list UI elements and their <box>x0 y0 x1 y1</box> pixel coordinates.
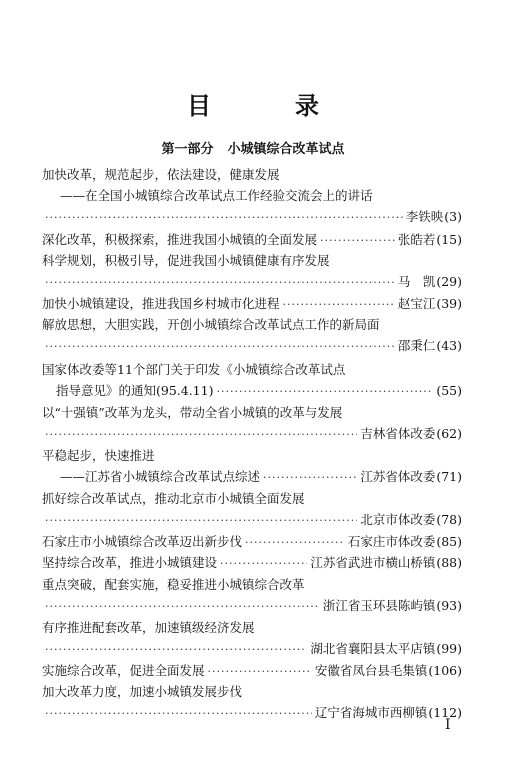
toc-entry <box>42 403 462 423</box>
dot-leader <box>245 532 345 552</box>
toc-entry-author: 江苏省体改委 <box>360 469 436 484</box>
page-title: 目 录 <box>187 92 349 120</box>
toc-entry-page: (99) <box>436 641 462 656</box>
toc-entry-page: (62) <box>436 426 462 441</box>
toc-entry-page: (43) <box>436 338 462 353</box>
toc-entry <box>42 424 462 444</box>
dot-leader <box>208 661 312 681</box>
toc-entry-page: (112) <box>428 705 462 720</box>
toc-entry-author: 江苏省武进市横山桥镇 <box>310 555 436 570</box>
toc-entry-page: (3) <box>444 209 462 224</box>
dot-leader <box>220 553 307 573</box>
toc-entry-title: 坚持综合改革，推进小城镇建设 <box>42 555 218 570</box>
toc-entry-author: 邵秉仁 <box>397 338 436 353</box>
toc-entry <box>42 315 462 335</box>
dot-leader <box>320 230 395 250</box>
page-number: I <box>445 717 451 733</box>
toc-entry <box>42 165 462 185</box>
toc-entry <box>42 230 462 250</box>
dot-leader <box>45 207 403 227</box>
toc-entry <box>42 272 462 292</box>
dot-leader <box>45 596 320 616</box>
toc-entry <box>60 186 462 206</box>
toc-entry <box>42 532 462 552</box>
toc-entry <box>60 467 462 487</box>
toc-entry-author: 安徽省凤台县毛集镇 <box>314 663 428 678</box>
toc-entry-title: 科学规划，积极引导，促进我国小城镇健康有序发展 <box>42 253 330 268</box>
toc-entry <box>42 510 462 530</box>
toc-entry-title: 石家庄市小城镇综合改革迈出新步伐 <box>42 534 243 549</box>
toc-entry-title: ——在全国小城镇综合改革试点工作经验交流会上的讲话 <box>60 188 373 203</box>
toc-entry <box>56 381 462 401</box>
toc-entry <box>42 618 462 638</box>
toc-entry-title: 国家体改委等11个部门关于印发《小城镇综合改革试点 <box>42 362 346 377</box>
toc-entry-page: (85) <box>436 534 462 549</box>
part-title: 小城镇综合改革试点 <box>227 142 345 157</box>
toc-entry-title: 有序推进配套改革，加速镇级经济发展 <box>42 620 255 635</box>
toc-entry <box>42 596 462 616</box>
toc-entry-author: 辽宁省海城市西柳镇 <box>314 705 428 720</box>
toc-entry <box>42 251 462 271</box>
toc-entry-page: (78) <box>436 512 462 527</box>
toc-entry-page: (39) <box>436 296 462 311</box>
toc-entry <box>42 446 462 466</box>
toc-entry-author: 赵宝江 <box>397 296 436 311</box>
toc-entry-author: 浙江省玉环县陈屿镇 <box>322 598 436 613</box>
toc-entry-page: (93) <box>436 598 462 613</box>
toc-entry <box>42 703 462 723</box>
toc-entry <box>42 207 462 227</box>
dot-leader <box>263 467 357 487</box>
toc-entry <box>42 661 462 681</box>
dot-leader <box>45 703 312 723</box>
dot-leader <box>216 381 432 401</box>
toc-entry-title: 指导意见》的通知(95.4.11) <box>56 383 214 398</box>
dot-leader <box>283 294 395 314</box>
toc-entry-title: 深化改革，积极探索，推进我国小城镇的全面发展 <box>42 232 318 247</box>
toc-entry-title: 加快小城镇建设，推进我国乡村城市化进程 <box>42 296 280 311</box>
toc-entry-author: 石家庄市体改委 <box>347 534 436 549</box>
toc-entry <box>42 489 462 509</box>
toc-entry-page: (29) <box>436 274 462 289</box>
toc-entry <box>42 360 462 380</box>
toc-entry <box>42 639 462 659</box>
toc-entry-title: 实施综合改革，促进全面发展 <box>42 663 205 678</box>
toc-entry <box>42 682 462 702</box>
toc-entry <box>42 553 462 573</box>
dot-leader <box>45 639 307 659</box>
toc-entry-author: 马 凯 <box>397 274 436 289</box>
toc-entry-author: 李铁映 <box>405 209 444 224</box>
toc-entry-author: 湖北省襄阳县太平店镇 <box>310 641 436 656</box>
toc-entry-title: ——江苏省小城镇综合改革试点综述 <box>60 469 261 484</box>
toc-entry-author: 北京市体改委 <box>360 512 436 527</box>
dot-leader <box>45 510 357 530</box>
dot-leader <box>45 272 395 292</box>
toc-entry <box>42 294 462 314</box>
part-heading <box>0 138 506 157</box>
toc-entry-page: (106) <box>428 663 462 678</box>
dot-leader <box>45 336 395 356</box>
toc-entry <box>42 575 462 595</box>
dot-leader <box>45 424 357 444</box>
toc-entry-page: (88) <box>436 555 462 570</box>
toc-entry-title: 重点突破，配套实施，稳妥推进小城镇综合改革 <box>42 577 305 592</box>
toc-entry-title: 加大改革力度，加速小城镇发展步伐 <box>42 684 243 699</box>
toc-entry-title: 解放思想，大胆实践，开创小城镇综合改革试点工作的新局面 <box>42 317 380 332</box>
toc-entry-author: 吉林省体改委 <box>360 426 436 441</box>
toc-entry-page: (71) <box>436 469 462 484</box>
toc-entry-title: 抓好综合改革试点，推动北京市小城镇全面发展 <box>42 491 305 506</box>
toc-entry-page: (55) <box>436 383 462 398</box>
toc-entry-author: 张皓若 <box>397 232 436 247</box>
toc-entry-title: 以“十强镇”改革为龙头，带动全省小城镇的改革与发展 <box>42 405 343 420</box>
toc-entry-title: 加快改革，规范起步，依法建设，健康发展 <box>42 167 280 182</box>
toc-entry-page: (15) <box>436 232 462 247</box>
toc-entry-title: 平稳起步，快速推进 <box>42 448 155 463</box>
part-label: 第一部分 <box>161 142 214 157</box>
toc-entry <box>42 336 462 356</box>
